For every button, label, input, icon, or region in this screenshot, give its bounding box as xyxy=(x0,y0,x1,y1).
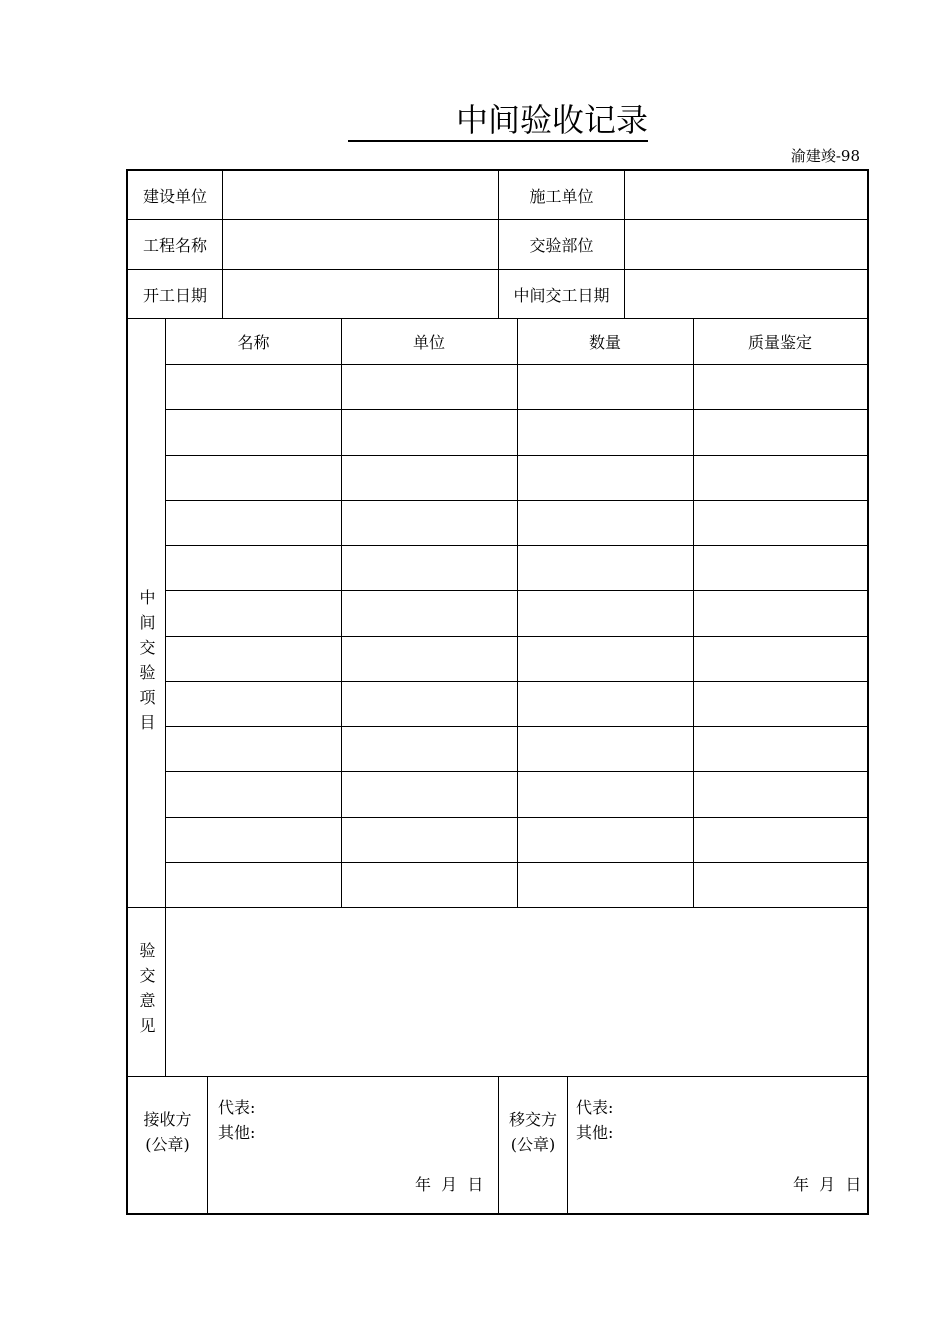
receiver-rep-label: 代表: xyxy=(218,1098,256,1117)
items-table-cell[interactable] xyxy=(167,818,341,862)
mid-handover-date-label: 中间交工日期 xyxy=(513,285,610,305)
items-table-cell[interactable] xyxy=(518,410,693,455)
items-table-cell[interactable] xyxy=(342,818,517,862)
items-table-cell[interactable] xyxy=(518,682,693,726)
opinion-field[interactable] xyxy=(166,908,867,1076)
transferor-other-label: 其他: xyxy=(576,1123,614,1142)
items-table-cell[interactable] xyxy=(694,863,867,907)
items-table-cell[interactable] xyxy=(518,546,693,590)
receiver-label xyxy=(128,1077,207,1187)
items-table-cell[interactable] xyxy=(342,772,517,817)
items-table-cell[interactable] xyxy=(342,863,517,907)
items-table-cell[interactable] xyxy=(518,456,693,500)
items-table-cell[interactable] xyxy=(342,546,517,590)
items-header-cell: 数量 xyxy=(588,333,621,352)
build-unit-field[interactable] xyxy=(223,171,498,219)
items-section-label xyxy=(128,319,165,1009)
items-table-cell[interactable] xyxy=(167,727,341,771)
items-table-cell[interactable] xyxy=(342,456,517,500)
opinion-label xyxy=(128,908,165,1076)
project-name-field[interactable] xyxy=(223,220,498,269)
items-table-cell[interactable] xyxy=(694,637,867,681)
items-table-cell[interactable] xyxy=(167,682,341,726)
build-unit-label: 建设单位 xyxy=(142,186,207,206)
receiver-label-line1: 接收方 xyxy=(143,1110,192,1129)
start-date-field[interactable] xyxy=(223,270,498,318)
items-table-cell[interactable] xyxy=(694,365,867,409)
items-table-cell[interactable] xyxy=(167,546,341,590)
col-divider xyxy=(567,1076,568,1213)
items-table-cell[interactable] xyxy=(518,365,693,409)
items-table-cell[interactable] xyxy=(694,591,867,636)
items-table-cell[interactable] xyxy=(167,863,341,907)
items-table-cell[interactable] xyxy=(518,637,693,681)
items-table-cell[interactable] xyxy=(167,365,341,409)
items-section-label-text: 中间交验项目 xyxy=(137,589,156,739)
form-code: 渝建竣-98 xyxy=(790,147,860,165)
project-name-label: 工程名称 xyxy=(142,236,207,255)
receiver-date: 年 月 日 xyxy=(415,1175,484,1194)
items-table-cell[interactable] xyxy=(694,546,867,590)
items-table-cell[interactable] xyxy=(694,682,867,726)
items-table-cell[interactable] xyxy=(167,591,341,636)
items-table-cell[interactable] xyxy=(342,727,517,771)
opinion-label-text: 验交意见 xyxy=(137,942,156,1042)
transferor-label-line2: (公章) xyxy=(510,1135,556,1154)
items-header-cell: 单位 xyxy=(412,333,445,352)
items-table-cell[interactable] xyxy=(694,501,867,545)
items-table-cell[interactable] xyxy=(694,410,867,455)
page-title: 中间验收记录 xyxy=(348,100,648,142)
items-table-cell[interactable] xyxy=(167,410,341,455)
items-table-cell[interactable] xyxy=(342,591,517,636)
transferor-label xyxy=(499,1077,567,1187)
items-header-cell: 质量鉴定 xyxy=(747,333,812,352)
items-table-cell[interactable] xyxy=(342,637,517,681)
items-table-cell[interactable] xyxy=(167,637,341,681)
items-table-cell[interactable] xyxy=(342,410,517,455)
items-header-cell: 名称 xyxy=(237,333,270,352)
items-table-cell[interactable] xyxy=(694,727,867,771)
col-divider xyxy=(207,1076,208,1213)
transferor-date: 年 月 日 xyxy=(793,1175,862,1194)
items-table-cell[interactable] xyxy=(342,365,517,409)
handover-part-field[interactable] xyxy=(625,220,867,269)
transferor-label-line1: 移交方 xyxy=(508,1110,557,1129)
receiver-label-line2: (公章) xyxy=(145,1135,190,1154)
items-table-cell[interactable] xyxy=(518,772,693,817)
items-table-cell[interactable] xyxy=(167,501,341,545)
items-table-cell[interactable] xyxy=(518,863,693,907)
items-table-cell[interactable] xyxy=(167,772,341,817)
items-table-cell[interactable] xyxy=(518,727,693,771)
form-table xyxy=(126,169,869,1215)
start-date-label: 开工日期 xyxy=(142,285,207,305)
items-table-cell[interactable] xyxy=(342,682,517,726)
items-table-cell[interactable] xyxy=(694,456,867,500)
items-table-cell[interactable] xyxy=(167,456,341,500)
items-table-cell[interactable] xyxy=(342,501,517,545)
items-table-cell[interactable] xyxy=(694,818,867,862)
mid-handover-date-field[interactable] xyxy=(625,270,867,318)
items-table-cell[interactable] xyxy=(518,818,693,862)
construct-unit-field[interactable] xyxy=(625,171,867,219)
items-table-cell[interactable] xyxy=(518,591,693,636)
handover-part-label: 交验部位 xyxy=(529,236,594,255)
receiver-other-label: 其他: xyxy=(218,1123,256,1142)
items-table-cell[interactable] xyxy=(694,772,867,817)
transferor-rep-label: 代表: xyxy=(576,1098,614,1117)
construct-unit-label: 施工单位 xyxy=(529,186,594,206)
items-table-cell[interactable] xyxy=(518,501,693,545)
